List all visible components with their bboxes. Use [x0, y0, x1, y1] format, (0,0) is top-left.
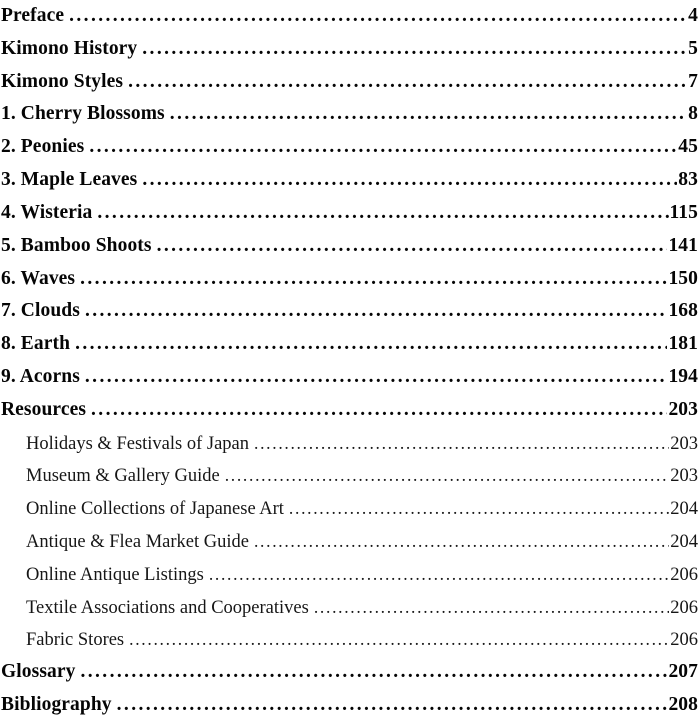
- toc-entry-label: Preface: [1, 5, 65, 26]
- toc-entry-page: 203: [670, 433, 698, 454]
- toc-entry-7: [1, 197, 698, 230]
- toc-entry-16: [1, 492, 698, 525]
- toc-entry-2: [1, 33, 698, 66]
- dot-leader: [128, 66, 687, 99]
- toc-entry-14: [1, 427, 698, 460]
- toc-entry-label: 4. Wisteria: [1, 201, 93, 223]
- toc-entry-20: [1, 623, 698, 656]
- dot-leader: [142, 33, 687, 66]
- toc-entry-page: 7: [688, 70, 698, 92]
- toc-entry-21: [1, 656, 698, 689]
- toc-entry-label: Online Collections of Japanese Art: [26, 499, 284, 520]
- dot-leader: [80, 263, 667, 296]
- toc-entry-11: [1, 328, 698, 361]
- toc-entry-page: 203: [670, 466, 698, 487]
- toc-entry-page: 115: [669, 201, 698, 223]
- toc-entry-label: 7. Clouds: [1, 300, 80, 322]
- toc-entry-3: [1, 66, 698, 99]
- toc-entry-page: 4: [688, 5, 698, 26]
- toc-entry-label: Kimono History: [1, 37, 138, 59]
- toc-entry-label: Resources: [1, 398, 87, 420]
- toc-entry-15: [1, 459, 698, 492]
- toc-entry-5: [1, 131, 698, 164]
- dot-leader: [314, 591, 669, 624]
- toc-entry-page: 168: [668, 300, 698, 322]
- dot-leader: [225, 459, 670, 492]
- toc-entry-6: [1, 164, 698, 197]
- dot-leader: [254, 427, 669, 460]
- toc-entry-label: 8. Earth: [1, 333, 71, 355]
- toc-entry-page: 141: [668, 234, 698, 256]
- toc-entry-9: [1, 263, 698, 296]
- toc-entry-page: 204: [670, 499, 698, 520]
- toc-entry-12: [1, 361, 698, 394]
- toc-entry-page: 203: [668, 398, 698, 420]
- toc-entry-4: [1, 98, 698, 131]
- dot-leader: [170, 98, 687, 131]
- toc-entry-label: Kimono Styles: [1, 70, 124, 92]
- toc-entry-8: [1, 230, 698, 263]
- dot-leader: [85, 361, 668, 394]
- toc-entry-1: [1, 0, 698, 33]
- toc-entry-label: Museum & Gallery Guide: [26, 466, 220, 487]
- dot-leader: [157, 230, 668, 263]
- toc-entry-page: 5: [688, 37, 698, 59]
- dot-leader: [97, 197, 668, 230]
- toc-entry-page: 45: [678, 136, 698, 158]
- toc-entry-page: 208: [668, 694, 698, 716]
- toc-entry-page: 204: [670, 532, 698, 552]
- toc-entry-page: 8: [688, 103, 698, 125]
- toc-entry-19: [1, 591, 698, 624]
- toc-entry-label: Online Antique Listings: [26, 564, 204, 585]
- dot-leader: [209, 558, 669, 591]
- dot-leader: [75, 328, 667, 361]
- toc-entry-label: Fabric Stores: [26, 630, 125, 651]
- dot-leader: [289, 492, 669, 525]
- toc-entry-page: 181: [668, 333, 698, 355]
- toc-entry-page: 206: [670, 597, 698, 618]
- dot-leader: [80, 656, 667, 689]
- toc-entry-17: [1, 525, 698, 558]
- toc-entry-label: 6. Waves: [1, 267, 76, 289]
- toc-entry-22: [1, 689, 698, 722]
- toc-entry-page: 194: [668, 365, 698, 387]
- toc-entry-label: Holidays & Festivals of Japan: [26, 433, 250, 454]
- dot-leader: [129, 623, 669, 656]
- dot-leader: [142, 164, 677, 197]
- dot-leader: [85, 295, 668, 328]
- toc-entry-page: 206: [670, 630, 698, 651]
- toc-entry-label: 2. Peonies: [1, 136, 85, 158]
- toc-entry-10: [1, 295, 698, 328]
- toc-entry-label: Bibliography: [1, 694, 112, 716]
- toc-entry-18: [1, 558, 698, 591]
- dot-leader: [91, 394, 667, 427]
- toc-entry-label: 9. Acorns: [1, 365, 80, 387]
- toc-entry-label: Antique & Flea Market Guide: [26, 532, 249, 552]
- toc-entry-page: 83: [678, 169, 698, 191]
- toc-entry-page: 207: [668, 661, 698, 683]
- toc-entry-label: Textile Associations and Cooperatives: [26, 597, 309, 618]
- toc-entry-label: 5. Bamboo Shoots: [1, 234, 152, 256]
- toc-entry-label: 1. Cherry Blossoms: [1, 103, 165, 125]
- toc-entry-13: [1, 394, 698, 427]
- toc-entry-page: 150: [668, 267, 698, 289]
- toc-entry-label: 3. Maple Leaves: [1, 169, 138, 191]
- dot-leader: [69, 0, 687, 33]
- dot-leader: [117, 689, 668, 722]
- dot-leader: [89, 131, 677, 164]
- toc-entry-page: 206: [670, 564, 698, 585]
- toc-entry-label: Glossary: [1, 661, 76, 683]
- dot-leader: [254, 525, 669, 558]
